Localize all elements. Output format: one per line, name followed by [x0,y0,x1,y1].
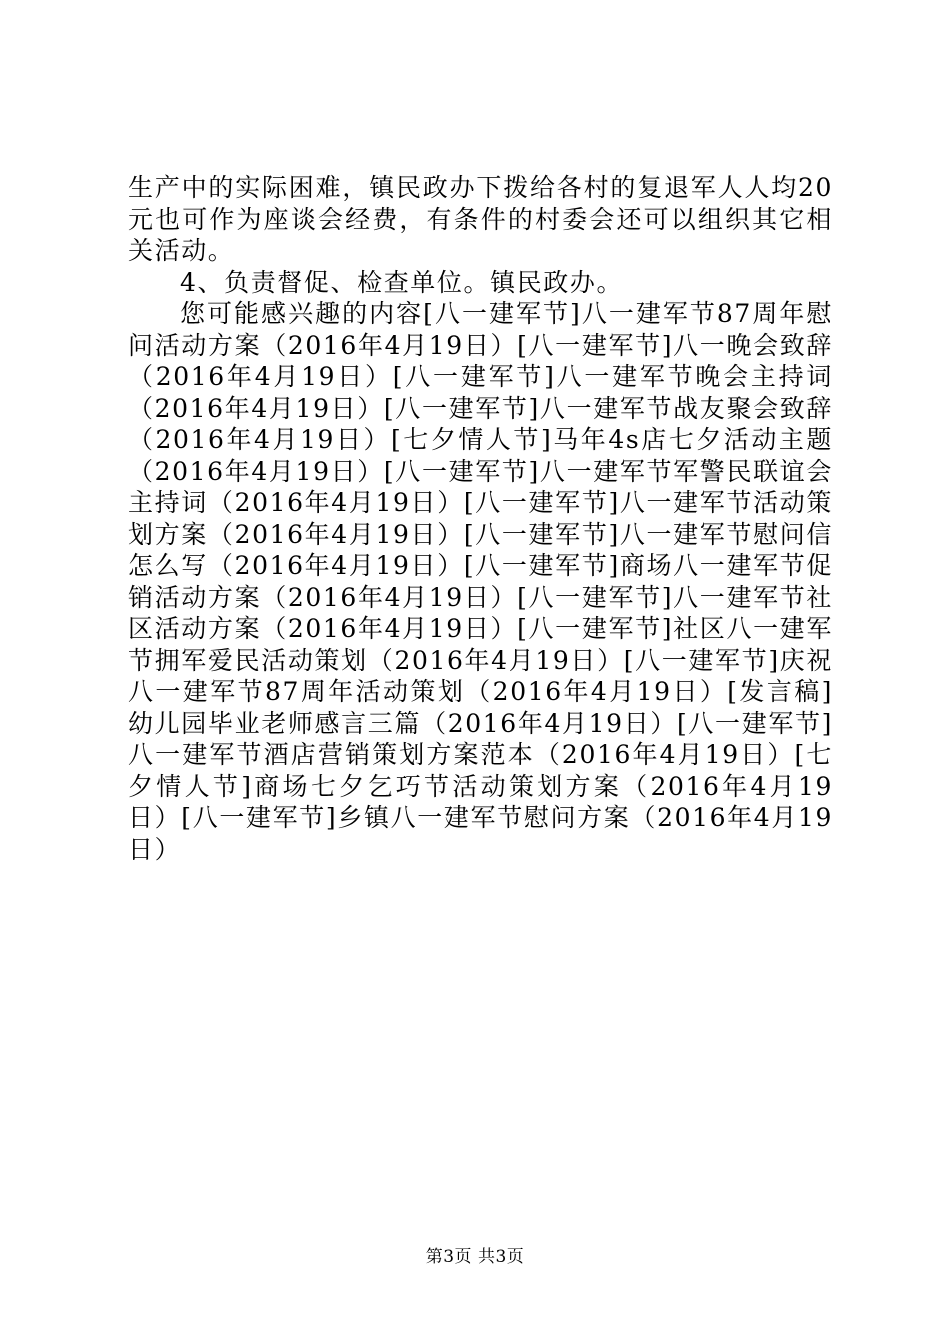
paragraph-related-content: 您可能感兴趣的内容[八一建军节]八一建军节87周年慰问活动方案（2016年4月19日）[八一建军节]八一晚会致辞（2016年4月19日）[八一建军节]八一建军节晚会主持词（2016年4月19日）[八一建军节]八一建军节战友聚会致辞（2016年4月19日）[七夕情人节]马年4s店七夕活动主题（2016年4月19日）[八一建军节]八一建军节军警民联谊会主持词（2016年4月19日）[八一建军节]八一建军节活动策划方案（2016年4月19日）[八一建军节]八一建军节慰问信怎么写（2016年4月19日）[八一建军节]商场八一建军节促销活动方案（2016年4月19日）[八一建军节]八一建军节社区活动方案（2016年4月19日）[八一建军节]社区八一建军节拥军爱民活动策划（2016年4月19日）[八一建军节]庆祝八一建军节87周年活动策划（2016年4月19日）[发言稿]幼儿园毕业老师感言三篇（2016年4月19日）[八一建军节]八一建军节酒店营销策划方案范本（2016年4月19日）[七夕情人节]商场七夕乞巧节活动策划方案（2016年4月19日）[八一建军节]乡镇八一建军节慰问方案（2016年4月19日） [128,299,833,864]
page-number-footer: 第3页 共3页 [425,1247,525,1267]
paragraph-continuation: 生产中的实际困难，镇民政办下拨给各村的复退军人人均20元也可作为座谈会经费，有条件的村委会还可以组织其它相关活动。 [128,173,833,265]
paragraph-responsibility: 4、负责督促、检查单位。镇民政办。 [180,267,624,297]
document-body [128,172,833,865]
